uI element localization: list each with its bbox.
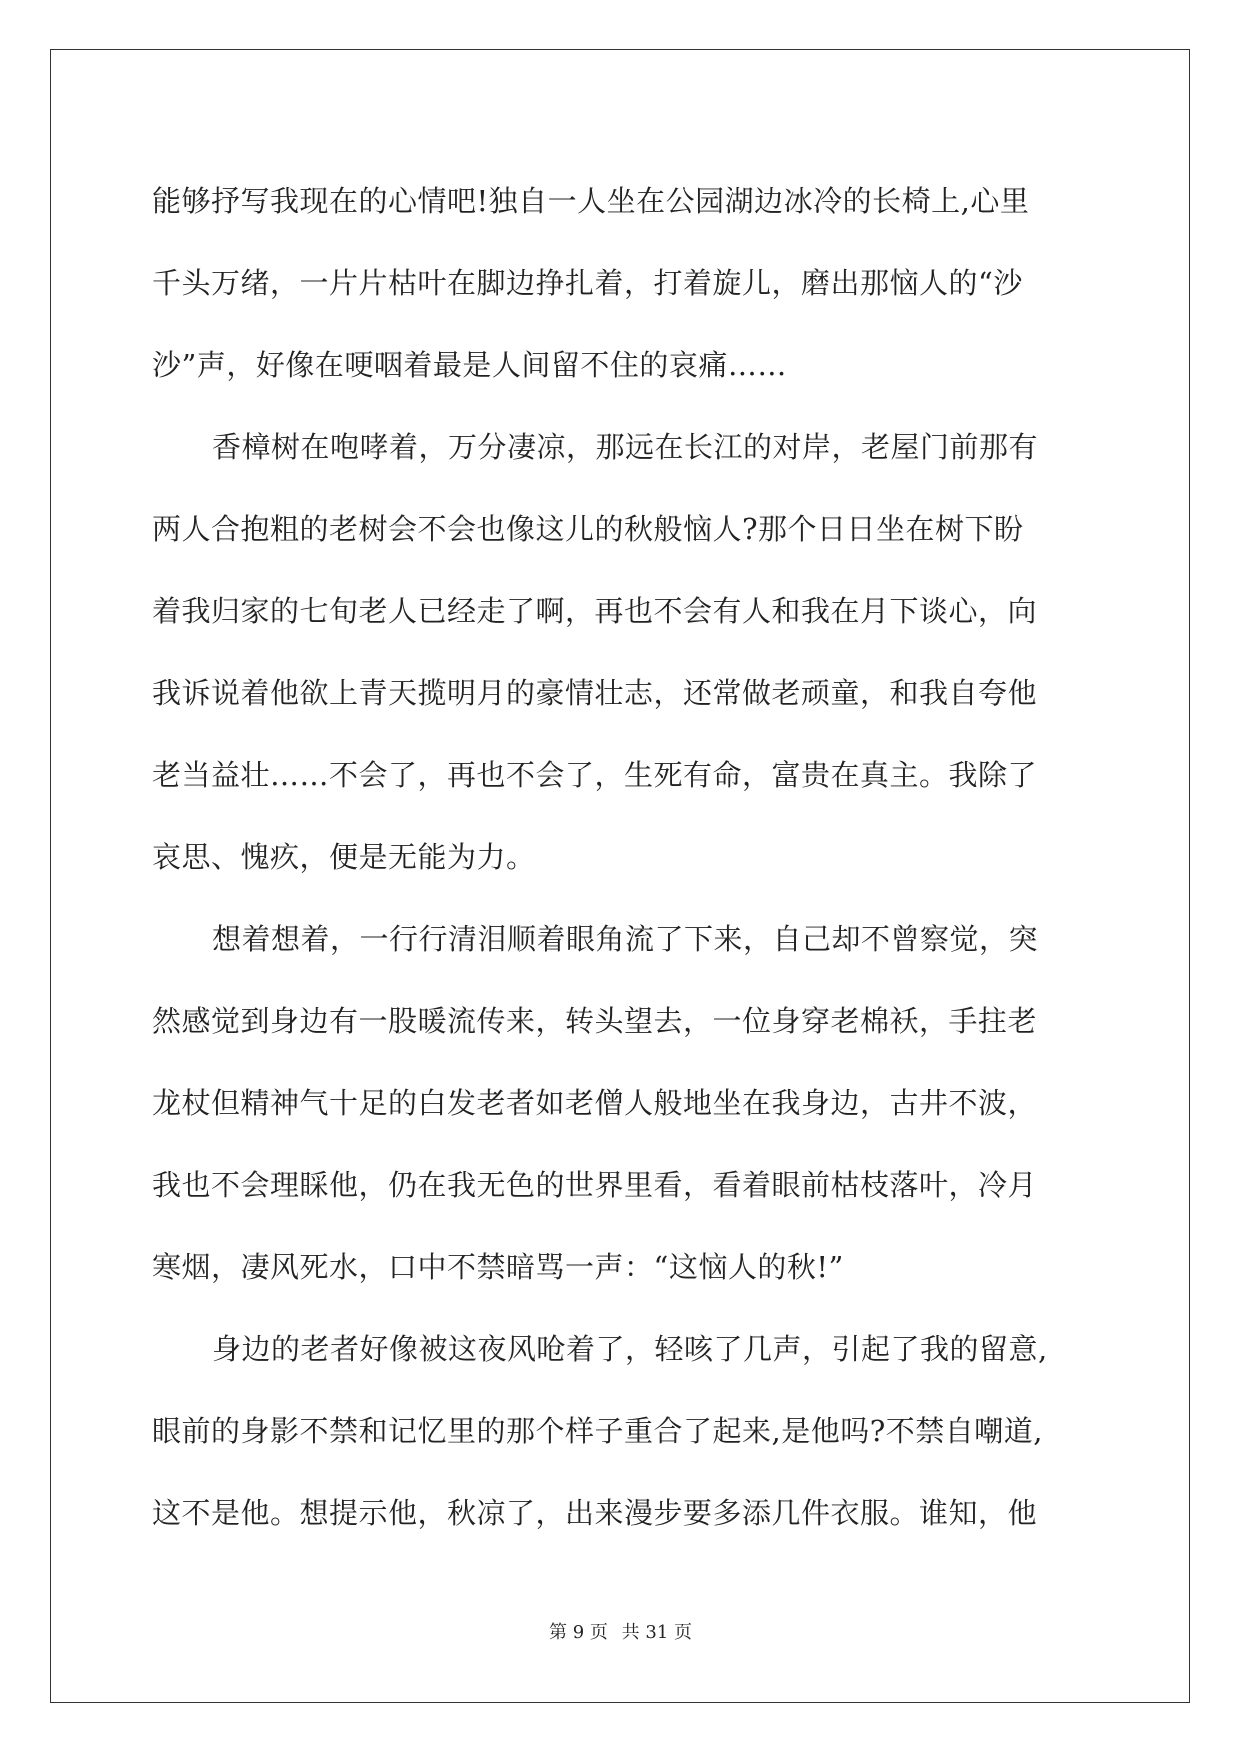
page-footer <box>0 1618 1241 1644</box>
text-line-paragraph-start: 香樟树在咆哮着，万分凄凉，那远在长江的对岸，老屋门前那有 <box>212 430 1039 464</box>
text-line: 龙杖但精神气十足的白发老者如老僧人般地坐在我身边，古井不波， <box>152 1086 1038 1120</box>
document-body <box>152 160 1092 1554</box>
text-line-paragraph-start: 想着想着，一行行清泪顺着眼角流了下来，自己却不曾察觉，突 <box>212 922 1039 956</box>
text-line: 眼前的身影不禁和记忆里的那个样子重合了起来,是他吗?不禁自嘲道, <box>152 1414 1043 1448</box>
total-pages: 共 31 页 <box>621 1622 692 1643</box>
text-line: 老当益壮……不会了，再也不会了，生死有命，富贵在真主。我除了 <box>152 758 1038 792</box>
page-number: 第 9 页 <box>549 1622 608 1643</box>
text-line: 我诉说着他欲上青天揽明月的豪情壮志，还常做老顽童，和我自夸他 <box>152 676 1038 710</box>
text-line: 着我归家的七旬老人已经走了啊，再也不会有人和我在月下谈心，向 <box>152 594 1038 628</box>
text-line: 能够抒写我现在的心情吧!独自一人坐在公园湖边冰冷的长椅上,心里 <box>152 184 1030 218</box>
text-line: 寒烟，凄风死水，口中不禁暗骂一声：“这恼人的秋!” <box>152 1250 844 1284</box>
text-line: 我也不会理睬他，仍在我无色的世界里看，看着眼前枯枝落叶，冷月 <box>152 1168 1038 1202</box>
text-line: 沙”声，好像在哽咽着最是人间留不住的哀痛…… <box>152 348 787 382</box>
text-line: 千头万绪，一片片枯叶在脚边挣扎着，打着旋儿，磨出那恼人的“沙 <box>152 266 1023 300</box>
text-line: 两人合抱粗的老树会不会也像这儿的秋般恼人?那个日日坐在树下盼 <box>152 512 1024 546</box>
text-line: 哀思、愧疚，便是无能为力。 <box>152 840 536 874</box>
text-line: 这不是他。想提示他，秋凉了，出来漫步要多添几件衣服。谁知，他 <box>152 1496 1038 1530</box>
text-line: 然感觉到身边有一股暖流传来，转头望去，一位身穿老棉袄，手拄老 <box>152 1004 1038 1038</box>
text-line-paragraph-start: 身边的老者好像被这夜风呛着了，轻咳了几声，引起了我的留意, <box>212 1332 1048 1366</box>
